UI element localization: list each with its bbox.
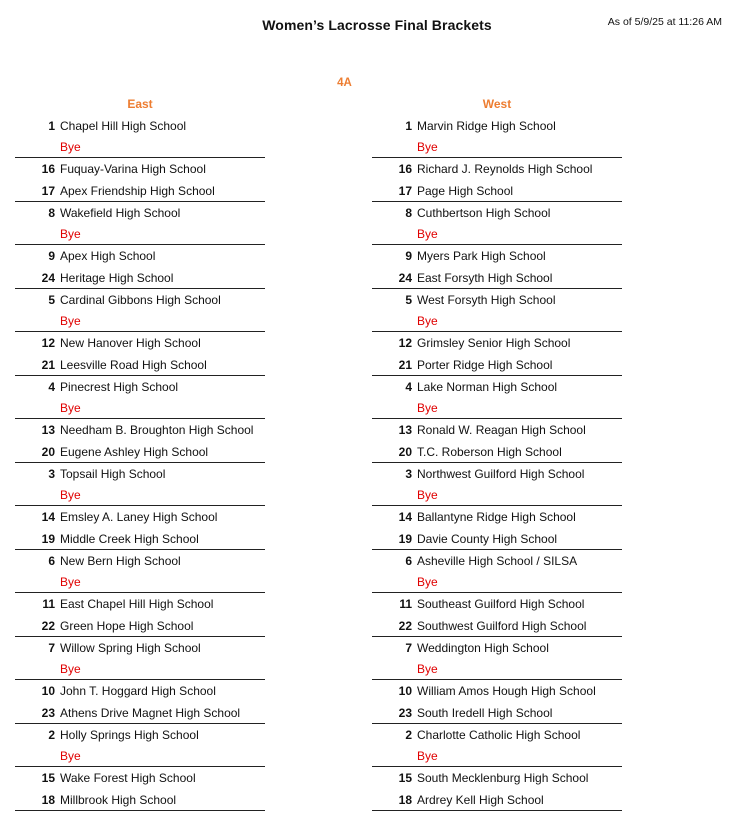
team-line [15,290,265,310]
team-line [372,594,622,614]
team-line [372,464,622,484]
seed-number: 22 [41,618,55,633]
team-line [372,681,622,701]
bye-label: Bye [60,227,81,241]
school-name: Pinecrest High School [60,379,179,394]
team-line [15,420,265,440]
school-name: John T. Hoggard High School [60,684,216,698]
team-line [15,659,265,679]
team-line [15,159,265,179]
seed-number: 9 [405,249,412,263]
school-name: Lake Norman High School [417,379,558,394]
team-line [372,529,622,549]
seed-number: 18 [41,792,55,807]
seed-number: 19 [41,531,55,546]
seed-number: 10 [398,684,412,698]
matchup-west-16 [372,767,622,811]
school-name: Cardinal Gibbons High School [60,292,221,307]
team-line [372,507,622,527]
school-name: Asheville High School / SILSA [417,553,578,568]
matchup-west-9 [372,463,622,507]
region-header-east: East [127,97,153,111]
team-line [15,398,265,418]
team-line [372,116,622,136]
seed-number: 15 [41,771,55,785]
matchup-east-8 [15,419,265,463]
seed-number: 22 [398,618,412,633]
team-line [372,616,622,636]
school-name: Marvin Ridge High School [417,118,556,133]
school-name: Emsley A. Laney High School [60,510,218,524]
school-name: T.C. Roberson High School [417,444,562,459]
bye-label: Bye [417,140,438,154]
team-line [15,681,265,701]
matchup-east-10 [15,506,265,550]
school-name: Topsail High School [60,466,166,481]
team-line [15,116,265,136]
team-line [372,398,622,418]
school-name: East Chapel Hill High School [60,597,214,611]
bye-label: Bye [60,314,81,328]
matchup-east-1 [15,115,265,159]
school-name: Middle Creek High School [60,531,199,546]
school-name: New Bern High School [60,553,181,568]
matchup-east-2 [15,158,265,202]
school-name: Millbrook High School [60,792,177,807]
bye-label: Bye [417,401,438,415]
seed-number: 18 [398,792,412,807]
team-line [372,224,622,244]
school-name: New Hanover High School [60,336,201,350]
school-name: Wake Forest High School [60,771,196,785]
school-name: Willow Spring High School [60,640,201,655]
school-name: Leesville Road High School [60,357,207,372]
team-line [15,746,265,766]
bye-label: Bye [60,488,81,502]
seed-number: 8 [405,205,412,220]
school-name: Myers Park High School [417,249,546,263]
seed-number: 1 [48,118,55,133]
seed-number: 8 [48,205,55,220]
school-name: Holly Springs High School [60,727,199,742]
seed-number: 12 [41,336,55,350]
bye-label: Bye [60,140,81,154]
team-line [15,790,265,810]
school-name: Porter Ridge High School [417,357,553,372]
team-line [15,137,265,157]
team-line [372,355,622,375]
seed-number: 15 [398,771,412,785]
matchup-west-8 [372,419,622,463]
bye-label: Bye [60,401,81,415]
seed-number: 3 [405,466,412,481]
timestamp: As of 5/9/25 at 11:26 AM [607,16,722,28]
school-name: Northwest Guilford High School [417,466,585,481]
team-line [15,377,265,397]
bye-label: Bye [417,227,438,241]
team-line [372,311,622,331]
seed-number: 6 [405,553,412,568]
seed-number: 24 [398,270,412,285]
bye-label: Bye [60,749,81,763]
school-name: Ballantyne Ridge High School [417,510,576,524]
school-name: Heritage High School [60,270,174,285]
team-line [372,203,622,223]
team-line [372,485,622,505]
team-line [15,616,265,636]
team-line [372,725,622,745]
school-name: Eugene Ashley High School [60,444,209,459]
seed-number: 20 [41,444,55,459]
matchup-west-1 [372,115,622,159]
school-name: Apex High School [60,249,156,263]
seed-number: 9 [48,249,55,263]
seed-number: 5 [48,292,55,307]
team-line [15,442,265,462]
team-line [15,464,265,484]
team-line [372,768,622,788]
document-title: Women’s Lacrosse Final Brackets [262,17,492,33]
seed-number: 23 [41,705,55,720]
bye-label: Bye [417,749,438,763]
school-name: Page High School [417,183,514,198]
seed-number: 19 [398,531,412,546]
seed-number: 7 [48,640,55,655]
matchup-west-15 [372,724,622,768]
school-name: Grimsley Senior High School [417,336,571,350]
seed-number: 16 [398,162,412,176]
seed-number: 7 [405,640,412,655]
team-line [15,268,265,288]
school-name: Athens Drive Magnet High School [60,705,241,720]
matchup-east-4 [15,245,265,289]
team-line [372,703,622,723]
matchup-east-16 [15,767,265,811]
team-line [372,333,622,353]
school-name: Green Hope High School [60,618,194,633]
school-name: South Mecklenburg High School [417,771,589,785]
team-line [15,594,265,614]
team-line [15,246,265,266]
team-line [15,551,265,571]
school-name: Charlotte Catholic High School [417,727,581,742]
matchup-east-13 [15,637,265,681]
team-line [15,725,265,745]
school-name: East Forsyth High School [417,270,553,285]
seed-number: 17 [398,183,412,198]
team-line [372,181,622,201]
school-name: Apex Friendship High School [60,183,215,198]
matchup-west-4 [372,245,622,289]
bye-label: Bye [60,575,81,589]
bye-label: Bye [417,575,438,589]
team-line [15,203,265,223]
seed-number: 5 [405,292,412,307]
team-line [15,572,265,592]
matchup-east-9 [15,463,265,507]
school-name: Southeast Guilford High School [417,597,585,611]
bye-label: Bye [417,488,438,502]
seed-number: 11 [399,597,412,611]
matchup-west-11 [372,550,622,594]
team-line [15,355,265,375]
matchup-east-11 [15,550,265,594]
seed-number: 20 [398,444,412,459]
school-name: Ardrey Kell High School [417,792,544,807]
team-line [372,551,622,571]
seed-number: 12 [398,336,412,350]
seed-number: 14 [41,510,55,524]
seed-number: 10 [41,684,55,698]
seed-number: 2 [48,727,55,742]
matchup-east-5 [15,289,265,333]
team-line [372,268,622,288]
matchup-west-2 [372,158,622,202]
team-line [372,137,622,157]
seed-number: 21 [41,357,55,372]
team-line [15,768,265,788]
matchup-east-7 [15,376,265,420]
team-line [372,246,622,266]
seed-number: 13 [41,423,55,437]
team-line [372,377,622,397]
team-line [372,159,622,179]
matchup-east-3 [15,202,265,246]
seed-number: 4 [48,379,55,394]
seed-number: 23 [398,705,412,720]
seed-number: 2 [405,727,412,742]
seed-number: 1 [405,118,412,133]
team-line [372,790,622,810]
matchup-east-12 [15,593,265,637]
team-line [372,420,622,440]
school-name: Fuquay-Varina High School [60,162,206,176]
team-line [15,181,265,201]
school-name: South Iredell High School [417,705,553,720]
seed-number: 13 [398,423,412,437]
matchup-east-6 [15,332,265,376]
team-line [15,333,265,353]
school-name: Weddington High School [417,640,549,655]
matchup-west-5 [372,289,622,333]
matchup-west-14 [372,680,622,724]
matchup-east-15 [15,724,265,768]
school-name: Cuthbertson High School [417,205,551,220]
team-line [372,659,622,679]
seed-number: 6 [48,553,55,568]
team-line [372,442,622,462]
school-name: Davie County High School [417,531,558,546]
seed-number: 17 [41,183,55,198]
school-name: William Amos Hough High School [417,684,596,698]
team-line [372,638,622,658]
matchup-west-13 [372,637,622,681]
matchup-west-3 [372,202,622,246]
matchup-west-10 [372,506,622,550]
school-name: Needham B. Broughton High School [60,423,254,437]
team-line [15,507,265,527]
matchup-east-14 [15,680,265,724]
team-line [372,572,622,592]
school-name: Wakefield High School [60,205,181,220]
seed-number: 14 [398,510,412,524]
matchup-west-6 [372,332,622,376]
seed-number: 11 [42,597,55,611]
seed-number: 16 [41,162,55,176]
team-line [372,746,622,766]
school-name: Chapel Hill High School [60,118,187,133]
matchup-west-7 [372,376,622,420]
school-name: Southwest Guilford High School [417,618,587,633]
matchup-west-12 [372,593,622,637]
school-name: Ronald W. Reagan High School [417,423,586,437]
seed-number: 4 [405,379,412,394]
team-line [15,703,265,723]
seed-number: 21 [398,357,412,372]
classification-label: 4A [337,77,352,89]
seed-number: 24 [41,270,55,285]
bye-label: Bye [60,662,81,676]
school-name: West Forsyth High School [417,292,556,307]
bye-label: Bye [417,314,438,328]
team-line [372,290,622,310]
team-line [15,638,265,658]
seed-number: 3 [48,466,55,481]
team-line [15,529,265,549]
team-line [15,485,265,505]
team-line [15,311,265,331]
school-name: Richard J. Reynolds High School [417,162,593,176]
team-line [15,224,265,244]
region-header-west: West [482,97,512,111]
bye-label: Bye [417,662,438,676]
